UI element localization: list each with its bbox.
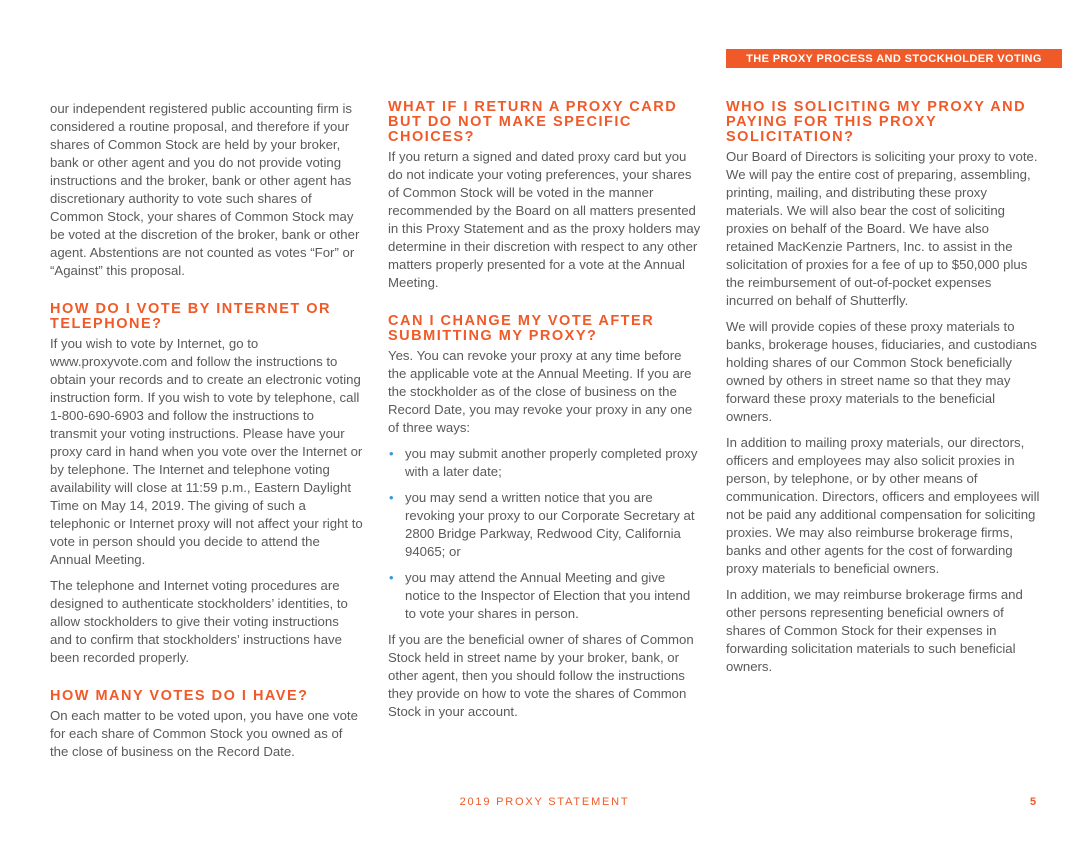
heading-return-proxy: WHAT IF I RETURN A PROXY CARD BUT DO NOT MAKE SPECIFIC CHOICES? xyxy=(388,99,678,145)
revoke-methods-list xyxy=(388,445,701,623)
heading-vote-internet: HOW DO I VOTE BY INTERNET OR TELEPHONE? xyxy=(50,301,331,332)
paragraph-solicit-1: Our Board of Directors is soliciting your proxy to vote. We will pay the entire cost of preparing, assembling, printing, mailing, and distributing these proxy materials. We will also bear the cost of soliciting proxies on behalf of the Board. We have also retained MacKenzie Partners, Inc. to assist in the solicitation of proxies for a fee of up to $50,000 plus the reimbursement of out-of-pocket expenses incurred on behalf of Shutterfly. xyxy=(726,149,1038,308)
heading-soliciting-proxy: WHO IS SOLICITING MY PROXY AND PAYING FOR THIS PROXY SOLICITATION? xyxy=(726,99,1027,145)
paragraph-internet-1: If you wish to vote by Internet, go to www.proxyvote.com and follow the instructions to obtain your records and to create an electronic voting instruction form. If you wish to vote by telephone, call 1-800-690-6903 and follow the instructions to transmit your voting instructions. Please have your proxy card in hand when you vote over the Internet or by telephone. The Internet and telephone voting availability will close at 11:59 p.m., Eastern Daylight Time on May 14, 2019. The giving of such a telephonic or Internet proxy will not affect your right to vote in person should you decide to attend the Annual Meeting. xyxy=(50,336,363,567)
bullet-icon: • xyxy=(389,490,394,505)
paragraph-beneficial-owner: If you are the beneficial owner of shares of Common Stock held in street name by your broker, bank, or other agent, then you should follow the instructions they provide on how to vote the shares of Common Stock in your account. xyxy=(388,632,694,719)
bullet-icon: • xyxy=(389,570,394,585)
list-item xyxy=(388,445,701,481)
bullet-icon: • xyxy=(389,446,394,461)
column-3 xyxy=(726,100,1040,684)
column-2 xyxy=(388,100,701,729)
list-item-text: you may send a written notice that you are revoking your proxy to our Corporate Secretary at 2800 Bridge Parkway, Redwood City, California 94065; or xyxy=(405,490,695,559)
paragraph-change-vote: Yes. You can revoke your proxy at any time before the applicable vote at the Annual Meeting. If you are the stockholder as of the close of business on the Record Date, you may revoke your proxy in any one of three ways: xyxy=(388,348,693,435)
list-item xyxy=(388,569,701,623)
list-item-text: you may submit another properly completed proxy with a later date; xyxy=(405,446,698,479)
section-banner: THE PROXY PROCESS AND STOCKHOLDER VOTING xyxy=(726,49,1062,68)
paragraph-internet-2: The telephone and Internet voting procedures are designed to authenticate stockholders’ identities, to allow stockholders to give their voting instructions and to confirm that stockholders’ instructions have been recorded properly. xyxy=(50,578,348,665)
list-item-text: you may attend the Annual Meeting and give notice to the Inspector of Election that you intend to vote your shares in person. xyxy=(405,570,691,621)
heading-how-many-votes: HOW MANY VOTES DO I HAVE? xyxy=(50,688,309,704)
column-1 xyxy=(50,100,363,769)
paragraph-solicit-2: We will provide copies of these proxy materials to banks, brokerage houses, fiduciaries, and custodians holding shares of our Common Stock beneficially owned by others in street name so that they may forward these proxy materials to the beneficial owners. xyxy=(726,319,1037,424)
paragraph-intro: our independent registered public accounting firm is considered a routine proposal, and therefore if your shares of Common Stock are held by your broker, bank or other agent and you do not provide voting instructions and the broker, bank or other agent has discretionary authority to vote such shares of Common Stock, your shares of Common Stock may be voted at the discretion of the broker, bank or other agent. Abstentions are not counted as votes “For” or “Against” this proposal. xyxy=(50,101,360,278)
heading-change-vote: CAN I CHANGE MY VOTE AFTER SUBMITTING MY PROXY? xyxy=(388,313,655,344)
footer-label: 2019 PROXY STATEMENT xyxy=(459,796,630,808)
page-number: 5 xyxy=(1030,796,1037,808)
paragraph-return-proxy: If you return a signed and dated proxy card but you do not indicate your voting preferences, your shares of Common Stock will be voted in the manner recommended by the Board on all matters presented in this Proxy Statement and as the proxy holders may determine in their discretion with respect to any other matters properly presented for a vote at the Annual Meeting. xyxy=(388,149,701,290)
list-item xyxy=(388,489,701,561)
paragraph-votes: On each matter to be voted upon, you have one vote for each share of Common Stock you owned as of the close of business on the Record Date. xyxy=(50,708,358,759)
paragraph-solicit-4: In addition, we may reimburse brokerage firms and other persons representing beneficial owners of shares of Common Stock for their expenses in forwarding solicitation materials to such beneficial owners. xyxy=(726,587,1023,674)
paragraph-solicit-3: In addition to mailing proxy materials, our directors, officers and employees may also solicit proxies in person, by telephone, or by other means of communication. Directors, officers and employees will not be paid any additional compensation for soliciting proxies. We may also reimburse brokerage firms, banks and other agents for the cost of forwarding proxy materials to beneficial owners. xyxy=(726,435,1040,576)
